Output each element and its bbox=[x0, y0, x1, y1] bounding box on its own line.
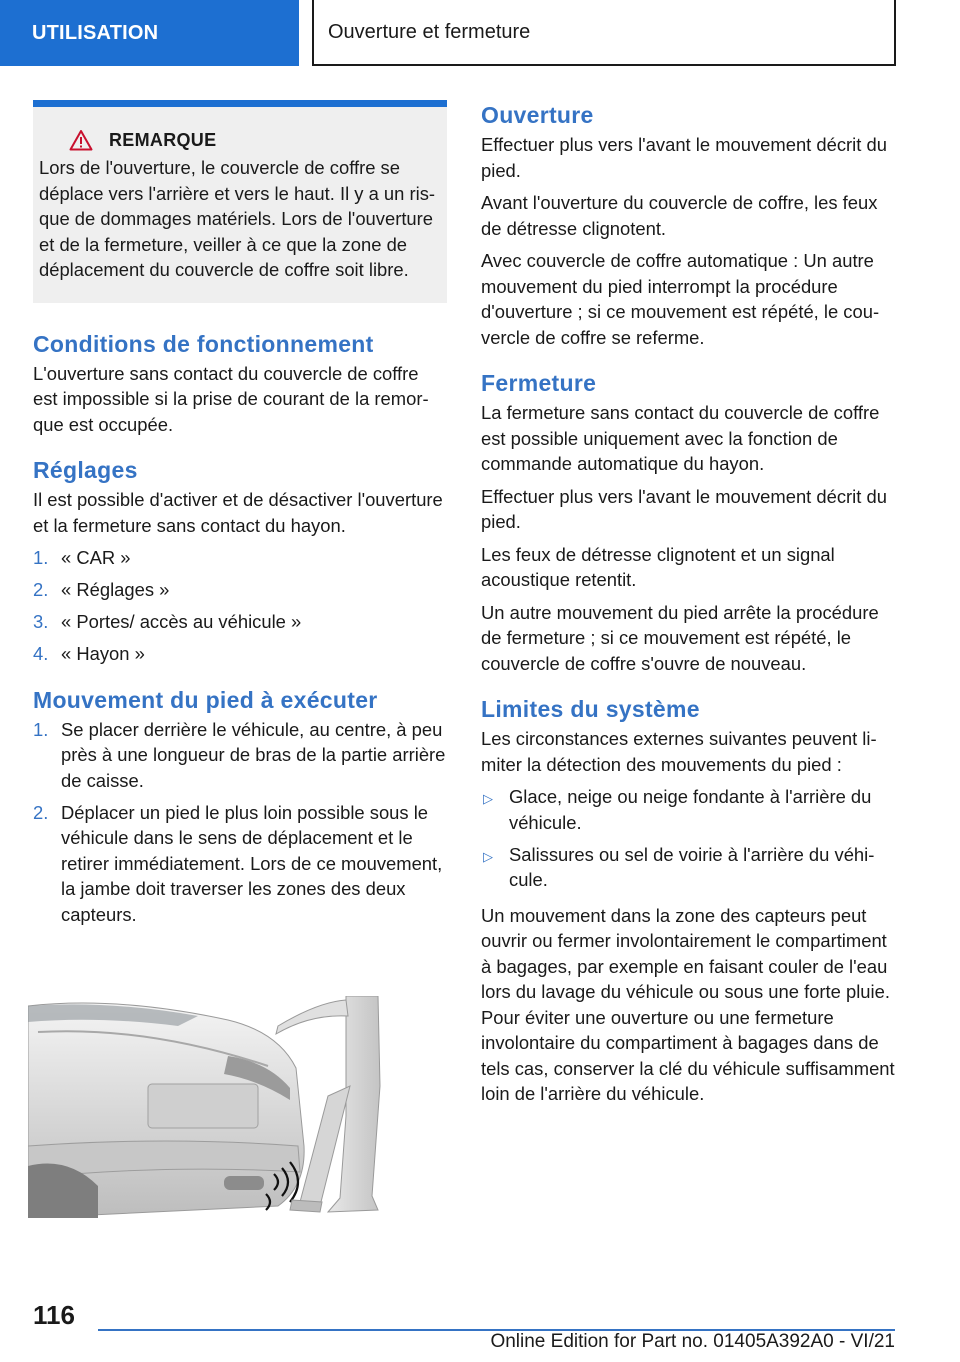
notice-header bbox=[69, 129, 439, 151]
limites-intro: Les circonstances externes suivantes peuvent limiter la détection des mouvements du pied : bbox=[481, 728, 877, 775]
section-reglages bbox=[33, 455, 447, 667]
triangle-bullet-icon: ▷ bbox=[483, 848, 493, 864]
notice-box bbox=[33, 100, 447, 303]
step-number: 4. bbox=[33, 643, 49, 664]
bullet-text: Glace, neige ou neige fondante à l'arrière du véhicule. bbox=[509, 786, 872, 833]
reglages-steps bbox=[33, 545, 447, 667]
conditions-text: L'ouverture sans contact du couvercle de coffre est impossible si la prise de courant de la remorque est occupée. bbox=[33, 362, 429, 435]
step-text: « CAR » bbox=[61, 547, 131, 568]
limites-bullets bbox=[481, 784, 897, 893]
step-text: « Portes/ accès au véhicule » bbox=[61, 611, 302, 632]
list-item bbox=[481, 842, 897, 893]
section-conditions bbox=[33, 329, 447, 438]
fermeture-para: Effectuer plus vers l'avant le mouvement décrit du pied. bbox=[481, 485, 887, 532]
section-ouverture bbox=[481, 100, 897, 350]
mouvement-steps bbox=[33, 717, 447, 928]
step-text: « Hayon » bbox=[61, 643, 145, 664]
step-number: 1. bbox=[33, 547, 49, 568]
fermeture-para: Les feux de détresse clignotent et un signal acoustique retentit. bbox=[481, 543, 835, 590]
step-number: 1. bbox=[33, 718, 49, 740]
step-text: Déplacer un pied le plus loin possible sous le véhicule dans le sens de déplacement et le retirer immédiatement. Lors de ce mouvement, la jambe doit traverser les zones des deux capteurs. bbox=[61, 801, 443, 925]
triangle-bullet-icon: ▷ bbox=[483, 791, 493, 806]
step-text: « Réglages » bbox=[61, 579, 170, 600]
bullet-text: Salissures ou sel de voirie à l'arrière du véhicule. bbox=[509, 843, 875, 890]
step-number: 3. bbox=[33, 611, 49, 632]
limites-outro: Un mouvement dans la zone des capteurs peut ouvrir ou fermer involontairement le compartiment à bagages, par exemple en faisant couler de l'eau lors du lavage du véhicule ou sous une forte pluie. Pour éviter une ouverture ou une fermeture involontaire du compartiment à bagages dans de tels cas, conserver la clé du véhicule suffisamment loin de l'arrière du véhicule. bbox=[481, 904, 895, 1104]
notice-title: REMARQUE bbox=[109, 129, 217, 150]
reglages-heading: Réglages bbox=[33, 457, 138, 483]
fermeture-para: La fermeture sans contact du couvercle de coffre est possible uniquement avec la fonction de commande automatique du hayon. bbox=[481, 402, 880, 474]
section-title: UTILISATION bbox=[32, 21, 159, 44]
car-rear-illustration bbox=[28, 996, 384, 1218]
foot-gesture-illustration bbox=[28, 996, 384, 1218]
list-item bbox=[33, 545, 447, 571]
list-item bbox=[33, 609, 447, 635]
section-mouvement bbox=[33, 685, 447, 928]
ouverture-para: Effectuer plus vers l'avant le mouvement décrit du pied. bbox=[481, 134, 887, 181]
chapter-header bbox=[312, 0, 896, 66]
section-tab bbox=[0, 0, 299, 66]
chapter-title: Ouverture et fermeture bbox=[328, 20, 531, 43]
ouverture-heading: Ouverture bbox=[481, 102, 594, 128]
left-column bbox=[33, 100, 447, 945]
step-number: 2. bbox=[33, 801, 49, 823]
reglages-text: Il est possible d'activer et de désactiver l'ouverture et la fermeture sans contact du hayon. bbox=[33, 489, 443, 536]
step-number: 2. bbox=[33, 579, 49, 600]
ouverture-para: Avec couvercle de coffre automatique : Un autre mouvement du pied interrompt la procédure d'ouverture ; si ce mouvement est répété, le couvercle de coffre se referme. bbox=[481, 250, 880, 348]
list-item bbox=[33, 641, 447, 667]
footer-edition: Online Edition for Part no. 01405A392A0 - VI/21 bbox=[490, 1331, 895, 1352]
step-text: Se placer derrière le véhicule, au centre, à peu près à une longueur de bras de la partie arrière de caisse. bbox=[61, 718, 446, 791]
warning-triangle-icon bbox=[69, 129, 93, 151]
list-item bbox=[33, 577, 447, 603]
list-item bbox=[33, 717, 447, 794]
limites-heading: Limites du système bbox=[481, 696, 700, 722]
section-limites bbox=[481, 694, 897, 1107]
notice-text: Lors de l'ouverture, le couvercle de coffre se déplace vers l'arrière et vers le haut. Il y a un risque de dommages matériels. Lors de l'ouverture et de la fermeture, veiller à ce que la zone de déplacement du couvercle de coffre soit libre. bbox=[39, 157, 436, 280]
mouvement-heading: Mouvement du pied à exécuter bbox=[33, 686, 378, 713]
right-column bbox=[481, 100, 897, 1125]
fermeture-para: Un autre mouvement du pied arrête la procédure de fermeture ; si ce mouvement est répété, le couvercle de coffre s'ouvre de nouveau. bbox=[481, 601, 879, 674]
ouverture-para: Avant l'ouverture du couvercle de coffre, les feux de détresse clignotent. bbox=[481, 192, 878, 239]
fermeture-heading: Fermeture bbox=[481, 370, 597, 396]
list-item bbox=[481, 784, 897, 835]
conditions-heading: Conditions de fonctionnement bbox=[33, 330, 374, 357]
page-number: 116 bbox=[33, 1300, 75, 1330]
section-fermeture bbox=[481, 368, 897, 676]
list-item bbox=[33, 800, 447, 928]
